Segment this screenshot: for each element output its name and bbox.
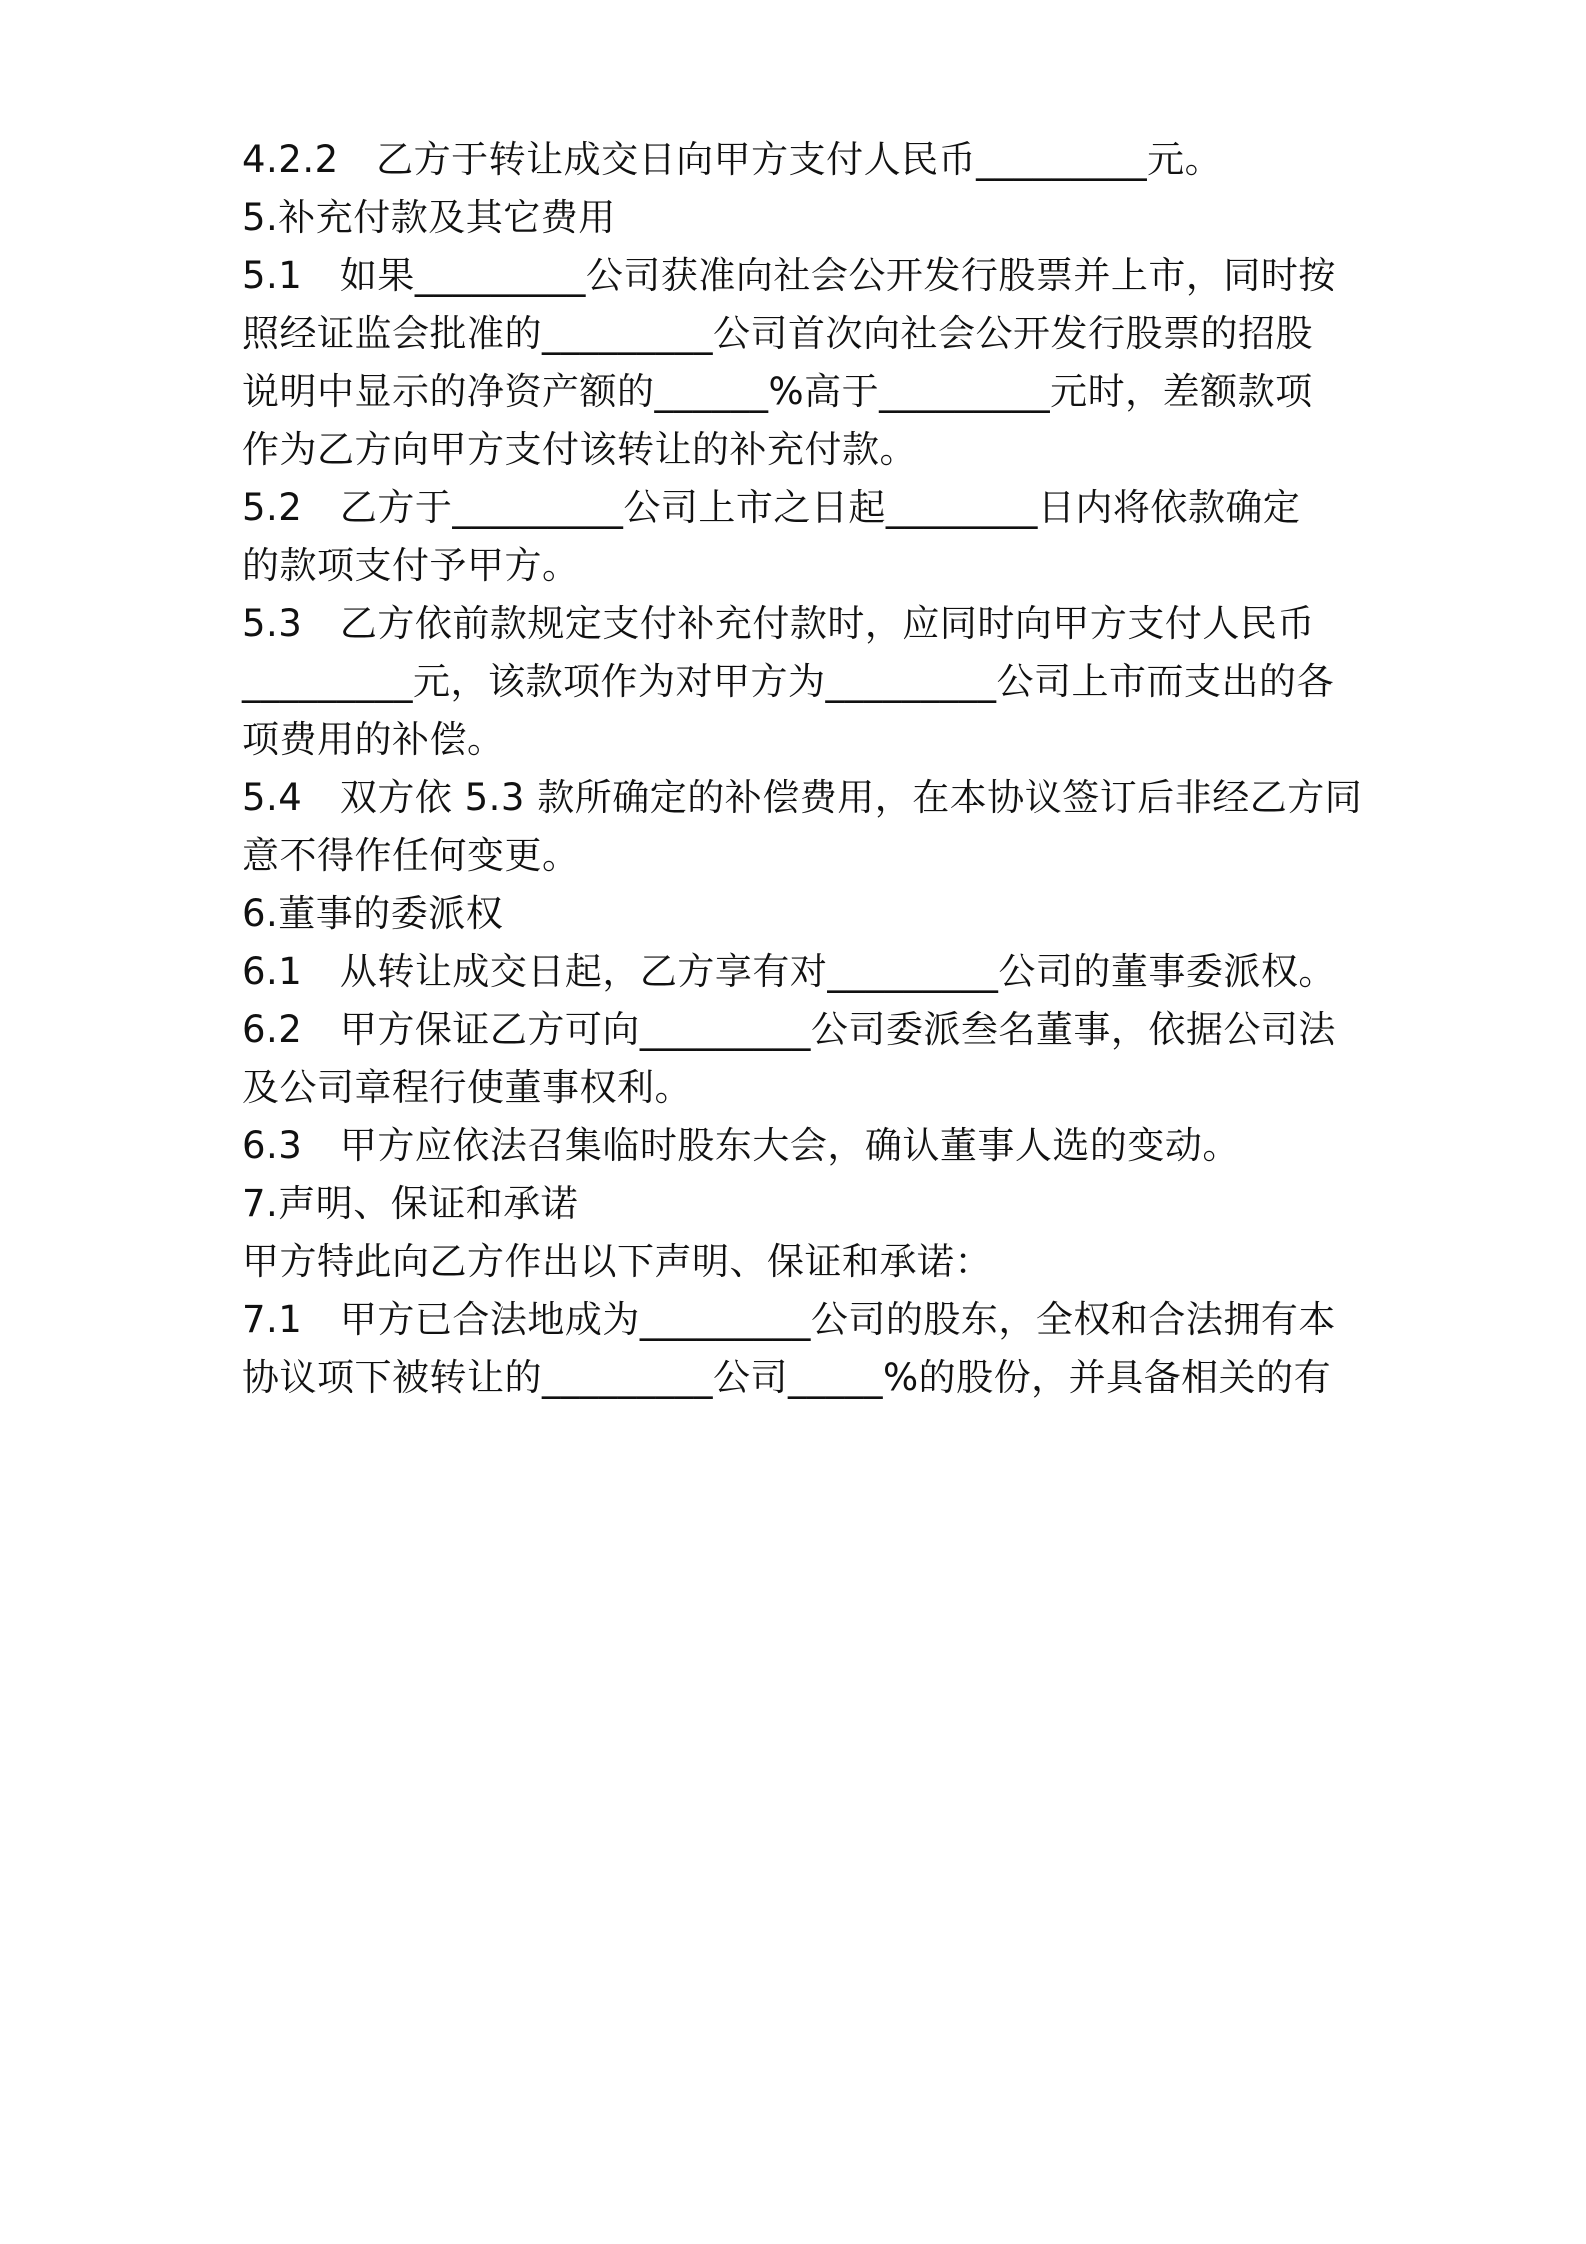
text-line: 说明中显示的净资产额的______%高于_________元时，差额款项 — [242, 370, 1313, 413]
text-line: 6.3 甲方应依法召集临时股东大会，确认董事人选的变动。 — [242, 1124, 1240, 1167]
text-line: 6.1 从转让成交日起，乙方享有对_________公司的董事委派权。 — [242, 950, 1336, 993]
text-line: 7.1 甲方已合法地成为_________公司的股东，全权和合法拥有本 — [242, 1298, 1336, 1341]
text-line: 协议项下被转让的_________公司_____%的股份，并具备相关的有 — [242, 1356, 1332, 1399]
text-line: 5.3 乙方依前款规定支付补充付款时，应同时向甲方支付人民币 — [242, 602, 1315, 645]
text-line: 5.4 双方依 5.3 款所确定的补偿费用，在本协议签订后非经乙方同 — [242, 776, 1363, 819]
text-line: 照经证监会批准的_________公司首次向社会公开发行股票的招股 — [242, 312, 1313, 355]
text-line: 项费用的补偿。 — [242, 718, 505, 761]
section-heading: 5.补充付款及其它费用 — [242, 196, 616, 239]
text-line: 及公司章程行使董事权利。 — [242, 1066, 692, 1109]
text-line: 5.1 如果_________公司获准向社会公开发行股票并上市，同时按 — [242, 254, 1336, 297]
text-line: 作为乙方向甲方支付该转让的补充付款。 — [242, 428, 917, 471]
text-line: 的款项支付予甲方。 — [242, 544, 580, 587]
text-line: 甲方特此向乙方作出以下声明、保证和承诺： — [242, 1240, 992, 1283]
text-line: 意不得作任何变更。 — [242, 834, 580, 877]
text-line: 4.2.2 乙方于转让成交日向甲方支付人民币_________元。 — [242, 138, 1223, 181]
text-line: 5.2 乙方于_________公司上市之日起________日内将依款确定 — [242, 486, 1301, 529]
text-line: _________元，该款项作为对甲方为_________公司上市而支出的各 — [242, 660, 1334, 703]
text-line: 6.2 甲方保证乙方可向_________公司委派叁名董事，依据公司法 — [242, 1008, 1336, 1051]
section-heading: 7.声明、保证和承诺 — [242, 1182, 579, 1225]
section-heading: 6.董事的委派权 — [242, 892, 504, 935]
